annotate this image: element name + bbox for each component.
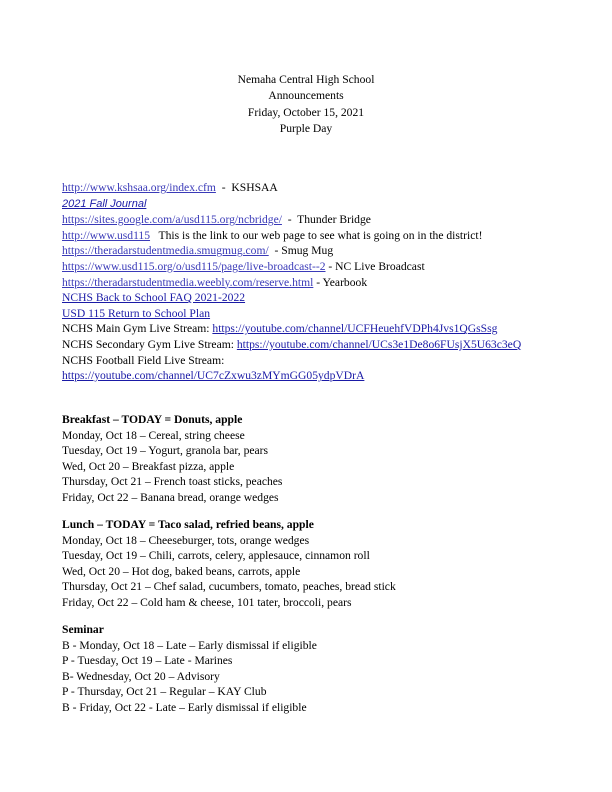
faq-link[interactable]: NCHS Back to School FAQ 2021-2022 bbox=[62, 291, 246, 305]
seminar-item: P - Tuesday, Oct 19 – Late - Marines bbox=[62, 654, 233, 668]
fall-journal-link[interactable]: 2021 Fall Journal bbox=[62, 197, 147, 210]
lunch-item: Thursday, Oct 21 – Chef salad, cucumbers, tomato, peaches, bread stick bbox=[62, 580, 396, 594]
thunder-desc: - Thunder Bridge bbox=[281, 213, 371, 227]
football-label: NCHS Football Field Live Stream: bbox=[62, 353, 225, 367]
seminar-item: B - Friday, Oct 22 - Late – Early dismissal if eligible bbox=[62, 700, 307, 714]
thunder-bridge-link[interactable]: https://sites.google.com/a/usd115.org/ncbridge/ bbox=[62, 213, 282, 227]
day-color: Purple Day bbox=[279, 121, 333, 135]
link-line-faq bbox=[62, 290, 602, 306]
announcement-header bbox=[0, 72, 612, 137]
secondary-gym-label: NCHS Secondary Gym Live Stream: bbox=[62, 337, 237, 351]
link-line-return-plan bbox=[62, 306, 602, 322]
link-line-thunder bbox=[62, 212, 602, 228]
breakfast-item: Thursday, Oct 21 – French toast sticks, peaches bbox=[62, 475, 283, 489]
lunch-item: Tuesday, Oct 19 – Chili, carrots, celery, applesauce, cinnamon roll bbox=[62, 549, 370, 563]
links-section bbox=[62, 180, 602, 384]
football-stream-label-line bbox=[62, 353, 602, 369]
main-gym-label: NCHS Main Gym Live Stream: bbox=[62, 322, 213, 336]
document-title: Announcements bbox=[268, 89, 344, 103]
seminar-item: P - Thursday, Oct 21 – Regular – KAY Club bbox=[62, 685, 267, 699]
football-stream-link-line bbox=[62, 368, 602, 384]
link-line-broadcast bbox=[62, 259, 602, 275]
broadcast-desc: - NC Live Broadcast bbox=[325, 259, 425, 273]
lunch-item: Wed, Oct 20 – Hot dog, baked beans, carrots, apple bbox=[62, 564, 301, 578]
secondary-gym-link[interactable]: https://youtube.com/channel/UCs3e1De8o6FUsjX5U63c3eQ bbox=[236, 337, 522, 351]
usd-desc: This is the link to our web page to see what is going on in the district! bbox=[150, 228, 483, 242]
seminar-item: B - Monday, Oct 18 – Late – Early dismissal if eligible bbox=[62, 638, 317, 652]
yearbook-link[interactable]: https://theradarstudentmedia.weebly.com/reserve.html bbox=[62, 275, 314, 289]
link-line-kshsaa bbox=[62, 180, 602, 196]
seminar-item: B- Wednesday, Oct 20 – Advisory bbox=[62, 669, 220, 683]
main-gym-link[interactable]: https://youtube.com/channel/UCFHeuehfVDPh4Jvs1QGsSsg bbox=[212, 322, 498, 336]
yearbook-desc: - Yearbook bbox=[313, 275, 368, 289]
smugmug-link[interactable]: https://theradarstudentmedia.smugmug.com/ bbox=[62, 244, 269, 258]
link-line-journal bbox=[62, 196, 602, 213]
breakfast-heading: Breakfast – TODAY = Donuts, apple bbox=[62, 413, 243, 426]
secondary-gym-stream bbox=[62, 337, 602, 353]
seminar-section bbox=[62, 622, 602, 716]
document-date: Friday, October 15, 2021 bbox=[247, 105, 365, 119]
seminar-heading: Seminar bbox=[62, 623, 104, 636]
main-gym-stream bbox=[62, 321, 602, 337]
lunch-item: Friday, Oct 22 – Cold ham & cheese, 101 tater, broccoli, pears bbox=[62, 595, 352, 609]
smugmug-desc: - Smug Mug bbox=[268, 244, 334, 258]
school-name: Nemaha Central High School bbox=[237, 73, 375, 86]
breakfast-item: Friday, Oct 22 – Banana bread, orange wedges bbox=[62, 490, 279, 504]
kshsaa-link[interactable]: http://www.kshsaa.org/index.cfm bbox=[62, 181, 216, 194]
broadcast-link[interactable]: https://www.usd115.org/o/usd115/page/live-broadcast--2 bbox=[62, 259, 326, 273]
breakfast-item: Tuesday, Oct 19 – Yogurt, granola bar, pears bbox=[62, 444, 269, 458]
lunch-item: Monday, Oct 18 – Cheeseburger, tots, orange wedges bbox=[62, 533, 310, 547]
breakfast-item: Wed, Oct 20 – Breakfast pizza, apple bbox=[62, 459, 235, 473]
lunch-heading: Lunch – TODAY = Taco salad, refried beans, apple bbox=[62, 518, 314, 531]
kshsaa-desc: - KSHSAA bbox=[215, 181, 278, 194]
link-line-smugmug bbox=[62, 243, 602, 259]
football-link[interactable]: https://youtube.com/channel/UC7cZxwu3zMYmGG05ydpVDrA bbox=[62, 369, 365, 383]
breakfast-item: Monday, Oct 18 – Cereal, string cheese bbox=[62, 428, 245, 442]
link-line-yearbook bbox=[62, 275, 602, 291]
return-plan-link[interactable]: USD 115 Return to School Plan bbox=[62, 306, 211, 320]
lunch-section bbox=[62, 517, 602, 611]
link-line-usd bbox=[62, 228, 602, 244]
breakfast-section bbox=[62, 412, 602, 506]
usd-link[interactable]: http://www.usd115 bbox=[62, 228, 151, 242]
